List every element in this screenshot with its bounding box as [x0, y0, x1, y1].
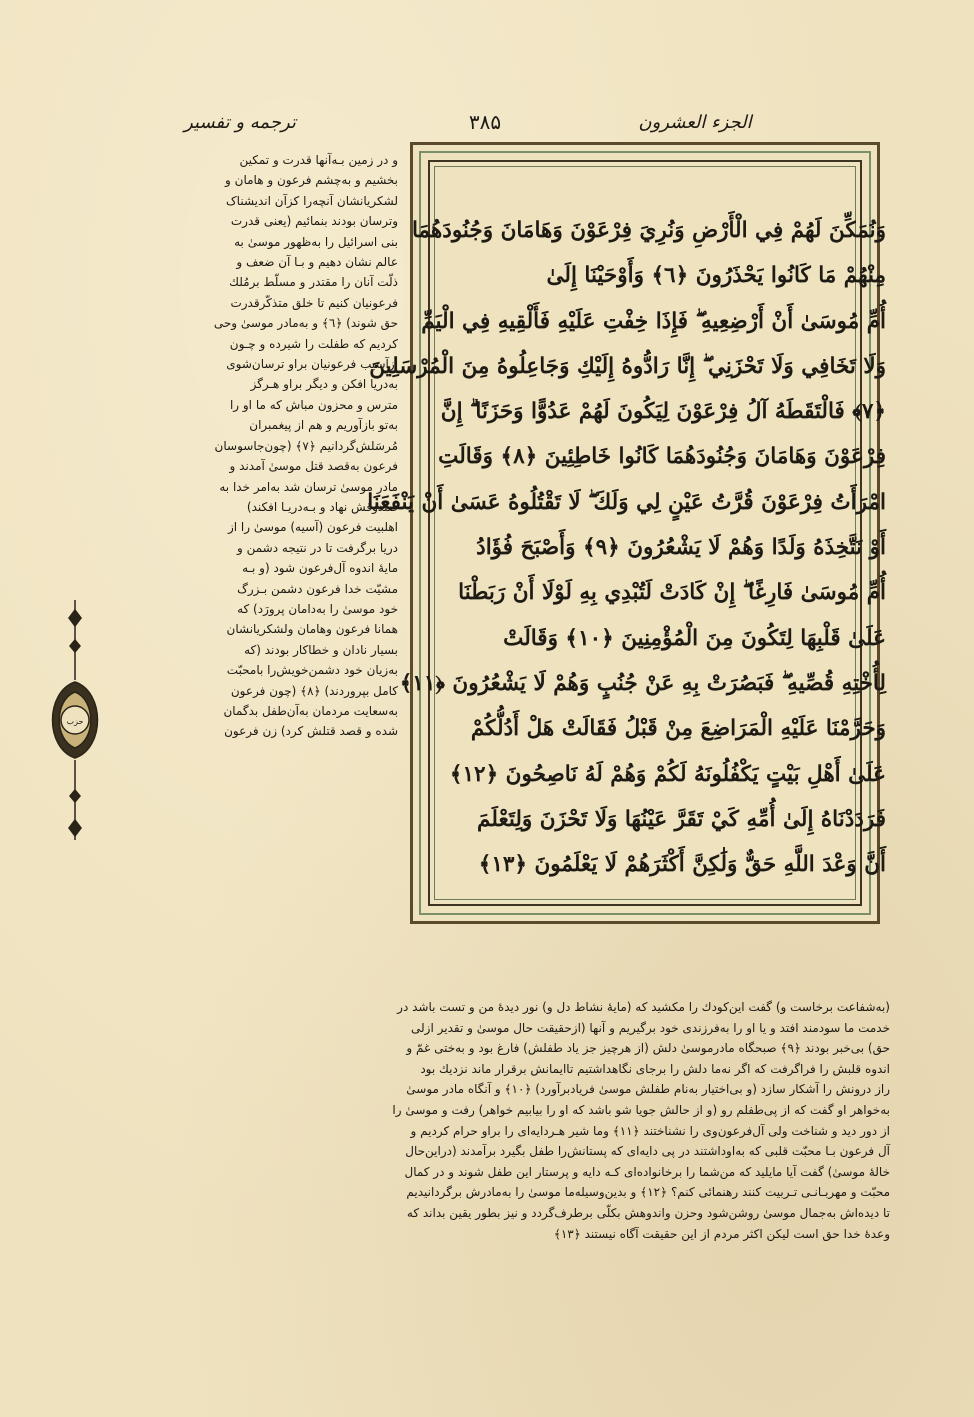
arabic-line: امْرَأَتُ فِرْعَوْنَ قُرَّتُ عَيْنٍ لِي وَلَكَ ۖ لَا تَقْتُلُوهُ عَسَىٰ أَنْ يَنْفَعَنَا: [367, 489, 886, 515]
arabic-line: ﴿٧﴾ فَالْتَقَطَهُ آلُ فِرْعَوْنَ لِيَكُونَ لَهُمْ عَدُوًّا وَحَزَنًا ۗ إِنَّ: [440, 399, 886, 425]
persian-side-line: بسیار نادان و خطاکار بودند (که: [244, 642, 398, 657]
persian-side-line: صندوقش نهاد و بـه‌دریـا افکند): [246, 499, 398, 514]
persian-side-translation: [213, 150, 398, 742]
persian-side-line: لشکریانشان آنچه‌را کزآن اندیشناک: [225, 193, 398, 208]
persian-side-line: عالم نشان دهیم و بـا آن ضعف و: [236, 255, 398, 270]
persian-bottom-line: خدمت ما سودمند افتد و یا او را به‌فرزندی خود برگیریم و آنها (ازحقیقت حال موسیٰ و تقدیر ازلی: [411, 1020, 890, 1035]
persian-side-line: مایهٔ اندوه آل‌فرعون شود (و بـه: [242, 561, 398, 576]
persian-side-line: ذلّت آنان را مقتدر و مسلّط برمُلك: [229, 275, 398, 290]
persian-side-line: وترسان بودند بنمائیم (یعنی قدرت: [230, 214, 398, 229]
persian-bottom-line: از دور دید و شناخت ولی آل‌فرعون‌وی را نشناختند ﴿١١﴾ وما شیر هـر‌دایه‌ای را براو حرام کردیم و: [410, 1123, 890, 1138]
persian-side-line: اهلبیت فرعون (آسیه) موسیٰ را از: [227, 520, 398, 535]
header-translation-title: ترجمه و تفسیر: [184, 112, 296, 133]
persian-side-line: دریا برگرفت تا در نتیجه دشمن و: [237, 540, 398, 555]
persian-side-line: حق شوند) ﴿٦﴾ و به‌مادر موسیٰ وحی: [213, 316, 398, 331]
persian-bottom-line: آل فرعون بـا محبّت قلبی که به‌اوداشتند در پی دایه‌ای که پستانش‌را طفل بگیرد برآمدند (دراین‌حال: [405, 1144, 890, 1159]
persian-side-line: بنی اسرائیل را به‌ظهور موسیٰ به: [234, 234, 398, 249]
arabic-line: عَلَىٰ أَهْلِ بَيْتٍ يَكْفُلُونَهُ لَكُمْ وَهُمْ لَهُ نَاصِحُونَ ﴿١٢﴾: [449, 761, 886, 787]
persian-bottom-line: راز درونش را آشکار سازد (و بی‌اختیار به‌نام طفلش موسیٰ فریادبرآورد) ﴿١٠﴾ و آنگاه مادر موسیٰ: [406, 1082, 890, 1097]
persian-bottom-line: تا دیده‌اش به‌جمال موسیٰ روشن‌شود وحزن واندوهش بکلّی برطرف‌گردد و نیز بطور یقین بداند که: [406, 1205, 890, 1220]
persian-bottom-line: خالهٔ موسیٰ) گفت آیا مایلید که من‌شما را برخانواده‌ای کـه دایه و پرستار این طفل شوند و در کمال: [404, 1164, 890, 1179]
persian-side-line: فرعون به‌قصد قتل موسیٰ آمدند و: [229, 459, 398, 474]
persian-side-line: کامل بپروردند) ﴿٨﴾ (چون فرعون: [230, 683, 398, 698]
persian-side-line: شده و قصد قتلش کرد) زن فرعون: [224, 724, 398, 739]
persian-side-line: ازآسیب فرعونیان براو ترسان‌شوی: [226, 357, 398, 372]
arabic-line: وَحَرَّمْنَا عَلَيْهِ الْمَرَاضِعَ مِنْ قَبْلُ فَقَالَتْ هَلْ أَدُلُّكُمْ: [470, 716, 886, 742]
persian-side-line: به‌سعایت مردمان به‌آن‌طفل بدگمان: [223, 703, 398, 718]
persian-side-line: فرعونیان کنیم تا خلق متذکّرقدرت: [230, 295, 398, 310]
arabic-line: أَنَّ وَعْدَ اللَّهِ حَقٌّ وَلَٰكِنَّ أَكْثَرَهُمْ لَا يَعْلَمُونَ ﴿١٣﴾: [478, 852, 886, 878]
persian-bottom-line: محبّت و مهربـانـی تـربیت کنند رهنمائی کنم؟ ﴿١٢﴾ و بدین‌وسیله‌ما موسیٰ را به‌مادرش برگردانیدیم: [406, 1185, 890, 1200]
page-number: ۳۸۵: [468, 110, 502, 134]
persian-side-line: به‌دریا افکن و دیگر براو هـرگز: [250, 377, 398, 392]
persian-side-line: مشیّت خدا فرعون دشمن بـزرگ: [237, 581, 398, 596]
persian-side-line: همانا فرعون وهامان ولشکریانشان: [226, 622, 398, 637]
arabic-line: فِرْعَوْنَ وَهَامَانَ وَجُنُودَهُمَا كَانُوا خَاطِئِينَ ﴿٨﴾ وَقَالَتِ: [438, 444, 886, 470]
header-juz-title: الجزء العشرون: [638, 112, 752, 133]
arabic-line: فَرَدَدْنَاهُ إِلَىٰ أُمِّهِ كَيْ تَقَرَّ عَيْنُهَا وَلَا تَحْزَنَ وَلِتَعْلَمَ: [477, 806, 886, 832]
persian-side-line: و در زمین بـه‌آنها قدرت و تمکین: [239, 153, 398, 167]
persian-side-line: خود موسیٰ را به‌دامان پرورَد) که: [237, 601, 398, 616]
hizb-marker-icon: [40, 600, 110, 840]
persian-side-line: کردیم که طفلت را شیرده و چـون: [229, 336, 398, 351]
persian-bottom-translation: [140, 997, 890, 1244]
arabic-line: مِنْهُمْ مَا كَانُوا يَحْذَرُونَ ﴿٦﴾ وَأَوْحَيْنَا إِلَىٰ: [546, 263, 886, 289]
persian-side-line: به‌تو بازآوریم و هم از پیغمبران: [249, 418, 398, 433]
persian-bottom-line: (به‌شفاعت برخاست و) گفت این‌کودك را مکشید که (مایهٔ نشاط دل و) نور دیدهٔ من و تست باشد در: [397, 1000, 890, 1014]
persian-side-line: مترس و محزون مباش که ما او را: [229, 397, 398, 412]
arabic-line: أَوْ نَتَّخِذَهُ وَلَدًا وَهُمْ لَا يَشْعُرُونَ ﴿٩﴾ وَأَصْبَحَ فُؤَادُ: [476, 535, 886, 561]
persian-bottom-line: اندوه قلبش را فراگرفت که اگر نه‌ما دلش را برجای نگاهداشتیم تاایمانش برقرار ماند نزدیك بود: [420, 1061, 890, 1076]
persian-side-line: بخشیم و به‌چشم فرعون و هامان و: [225, 173, 398, 188]
arabic-line: وَلَا تَخَافِي وَلَا تَحْزَنِي ۖ إِنَّا رَادُّوهُ إِلَيْكِ وَجَاعِلُوهُ مِنَ الْمُرْسَلِينَ: [369, 353, 886, 379]
persian-side-line: مادر موسیٰ ترسان شد به‌امر خدا به: [219, 479, 398, 494]
arabic-line: لِأُخْتِهِ قُصِّيهِ ۖ فَبَصُرَتْ بِهِ عَنْ جُنُبٍ وَهُمْ لَا يَشْعُرُونَ ﴿١١﴾: [399, 670, 886, 696]
persian-bottom-line: به‌خواهر او گفت که از پی‌طفلم رو (و از حالش جویا شو باشد که او را بیابیم خواهر) رفت و موسیٰ را: [392, 1102, 890, 1117]
arabic-line: عَلَىٰ قَلْبِهَا لِتَكُونَ مِنَ الْمُؤْمِنِينَ ﴿١٠﴾ وَقَالَتْ: [503, 625, 886, 651]
arabic-line: أُمِّ مُوسَىٰ فَارِغًا ۖ إِنْ كَادَتْ لَتُبْدِي بِهِ لَوْلَا أَنْ رَبَطْنَا: [458, 580, 886, 606]
persian-bottom-line: وعدهٔ خدا حق است لیکن اکثر مردم از این حقیقت آگاه نیستند ﴿١٣﴾: [553, 1226, 890, 1241]
hizb-label: حزب: [66, 717, 84, 726]
quran-arabic-text: [367, 208, 886, 887]
persian-side-line: به‌زیان خود دشمن‌خویش‌را بامحبّت: [226, 663, 398, 678]
arabic-line: أُمِّ مُوسَىٰ أَنْ أَرْضِعِيهِ ۖ فَإِذَا خِفْتِ عَلَيْهِ فَأَلْقِيهِ فِي الْيَمِّ: [421, 308, 886, 334]
arabic-line: وَنُمَكِّنَ لَهُمْ فِي الْأَرْضِ وَنُرِيَ فِرْعَوْنَ وَهَامَانَ وَجُنُودَهُمَا: [411, 218, 886, 243]
persian-side-line: مُرسَلش‌گردانیم ﴿٧﴾ (چون‌جاسوسان: [214, 438, 398, 453]
persian-bottom-line: حق) بی‌خبر بودند ﴿٩﴾ صبحگاه مادرموسیٰ دلش (از هرچیز جز یاد طفلش) فارغ بود و به‌ختی غمّ و: [406, 1041, 890, 1056]
